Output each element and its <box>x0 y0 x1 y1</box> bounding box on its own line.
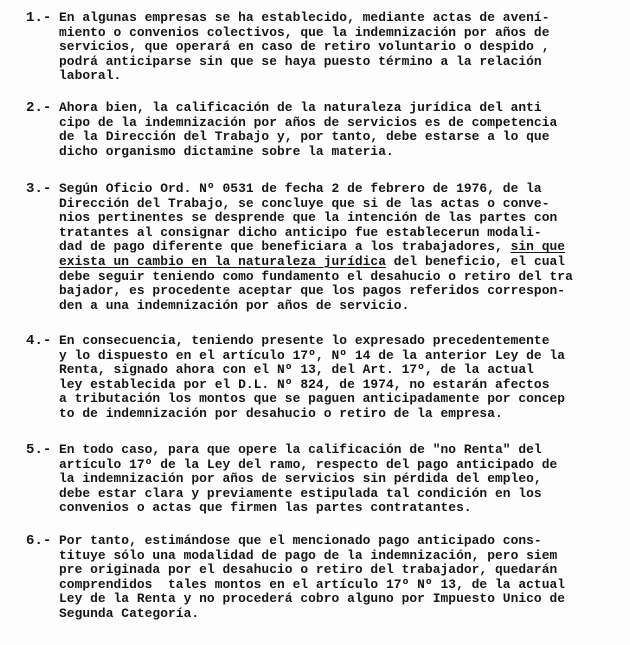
text-line: servicios, que operará en caso de retiro voluntario o despido , <box>59 39 550 55</box>
text-line: En algunas empresas se ha establecido, mediante actas de avení- <box>59 10 550 25</box>
text-line: debe seguir teniendo como fundamento el desahucio o retiro del tra <box>59 268 573 284</box>
text-line: Ley de la Renta y no procederá cobro alguno por Impuesto Unico de <box>59 591 566 607</box>
text-line <box>59 240 629 255</box>
text-line: Ahora bien, la calificación de la naturaleza jurídica del anti <box>59 100 542 115</box>
text-line: Dirección del Trabajo, se concluye que si de las actas o conve- <box>59 195 550 211</box>
text-line: artículo 17º de la Ley del ramo, respecto del pago anticipado de <box>59 456 558 472</box>
paragraph-number: 5.- <box>26 442 52 458</box>
text-line: nios pertinentes se desprende que la intención de las partes con <box>59 210 558 226</box>
text-line: pre originada por el desahucio o retiro del trabajador, quedarán <box>59 562 558 578</box>
text-line: Según Oficio Ord. Nº 0531 de fecha 2 de febrero de 1976, de la <box>59 181 542 196</box>
text-line: dicho organismo dictamine sobre la materia. <box>59 143 394 159</box>
text-line: a tributación los montos que se paguen anticipadamente por concep <box>59 391 566 407</box>
text-line: podrá anticiparse sin que se haya puesto término a la relación <box>59 53 542 69</box>
text-line: Renta, signado ahora con el Nº 13, del Art. 17º, de la actual <box>59 362 534 378</box>
text-line: tratantes al consignar dicho anticipo fue establecerun modali- <box>59 224 542 240</box>
text-line: tituye sólo una modalidad de pago de la indemnización, pero siem <box>59 547 558 563</box>
text-segment: del beneficio, el cual <box>393 253 566 269</box>
text-line: de la Dirección del Trabajo y, por tanto, debe estarse a lo que <box>59 129 550 145</box>
paragraph-number: 4.- <box>26 333 52 349</box>
text-line: comprendidos tales montos en el artículo 17º Nº 13, de la actual <box>59 576 566 592</box>
text-line: convenios o actas que firmen las partes contratantes. <box>59 500 472 516</box>
paragraph-text <box>59 443 629 516</box>
paragraph-number: 2.- <box>26 100 52 116</box>
text-line: En todo caso, para que opere la calificación de "no Renta" del <box>59 442 542 457</box>
text-line: laboral. <box>59 68 122 84</box>
underlined-text: exista un cambio en la naturaleza jurídica <box>59 253 386 269</box>
text-line <box>59 255 629 270</box>
text-line: to de indemnización por desahucio o retiro de la empresa. <box>59 405 503 421</box>
text-segment: dad de pago diferente que beneficiara a los trabajadores, <box>59 239 503 255</box>
text-line: ley establecida por el D.L. Nº 824, de 1974, no estarán afectos <box>59 376 550 392</box>
paragraph-text <box>59 101 629 159</box>
paragraph-number: 1.- <box>26 10 52 26</box>
text-line: la indemnización por años de servicios sin pérdida del empleo, <box>59 471 542 487</box>
paragraph-number: 3.- <box>26 181 52 197</box>
text-line: cipo de la indemnización por años de servicios es de competencia <box>59 114 558 130</box>
underlined-text: sin que <box>510 239 566 255</box>
paragraph-text <box>59 334 629 422</box>
text-line: Por tanto, estimándose que el mencionado pago anticipado cons- <box>59 533 542 548</box>
paragraph-text <box>59 534 629 622</box>
paragraph-text <box>59 182 629 313</box>
text-line: y lo dispuesto en el artículo 17º, Nº 14 de la anterior Ley de la <box>59 347 566 363</box>
text-line: Segunda Categoría. <box>59 605 200 621</box>
text-line: En consecuencia, teniendo presente lo expresado precedentemente <box>59 333 550 348</box>
text-line: bajador, es procedente aceptar que los pagos referidos correspon- <box>59 283 566 299</box>
text-line: den a una indemnización por años de servicio. <box>59 297 410 313</box>
paragraph-number: 6.- <box>26 533 52 549</box>
paragraph-text <box>59 11 629 84</box>
text-line: miento o convenios colectivos, que la indemnización por años de <box>59 24 550 40</box>
text-line: debe estar clara y previamente estipulada tal condición en los <box>59 485 542 501</box>
